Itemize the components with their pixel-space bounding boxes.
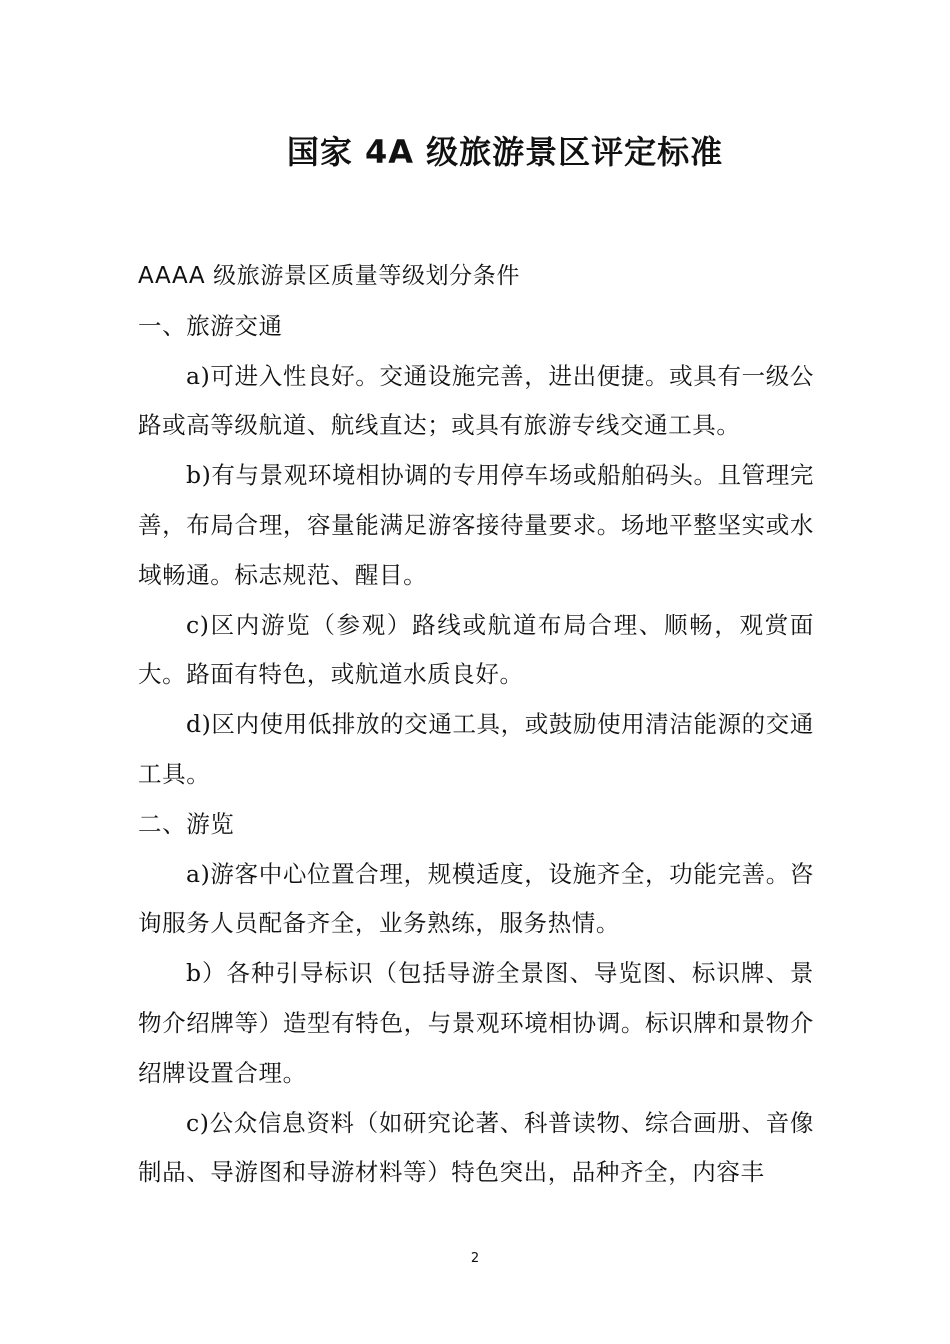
- page-number: 2: [470, 1251, 480, 1266]
- section-heading-transport: 一、旅游交通: [138, 311, 283, 340]
- paragraph-touring-c: c)公众信息资料（如研究论著、科普读物、综合画册、音像制品、导游图和导游材料等）特色突出，品种齐全，内容丰: [138, 1108, 814, 1187]
- paragraph-transport-d: d)区内使用低排放的交通工具，或鼓励使用清洁能源的交通工具。: [138, 710, 814, 788]
- paragraph-touring-a: a)游客中心位置合理，规模适度，设施齐全，功能完善。咨询服务人员配备齐全，业务熟练，服务热情。: [138, 859, 814, 938]
- paragraph-touring-b: b）各种引导标识（包括导游全景图、导览图、标识牌、景物介绍牌等）造型有特色，与景观环境相协调。标识牌和景物介绍牌设置合理。: [138, 959, 814, 1087]
- document-title: 国家 4A 级旅游景区评定标准: [286, 133, 724, 171]
- paragraph-transport-a: a)可进入性良好。交通设施完善，进出便捷。或具有一级公路或高等级航道、航线直达；或具有旅游专线交通工具。: [138, 361, 814, 440]
- document-body: [138, 252, 814, 1198]
- paragraph-transport-c: c)区内游览（参观）路线或航道布局合理、顺畅，观赏面大。路面有特色，或航道水质良好。: [138, 610, 814, 689]
- document-subtitle: AAAA 级旅游景区质量等级划分条件: [138, 263, 520, 289]
- section-heading-touring: 二、游览: [138, 809, 235, 838]
- paragraph-transport-b: b)有与景观环境相协调的专用停车场或船舶码头。且管理完善，布局合理，容量能满足游客接待量要求。场地平整坚实或水域畅通。标志规范、醒目。: [138, 461, 814, 589]
